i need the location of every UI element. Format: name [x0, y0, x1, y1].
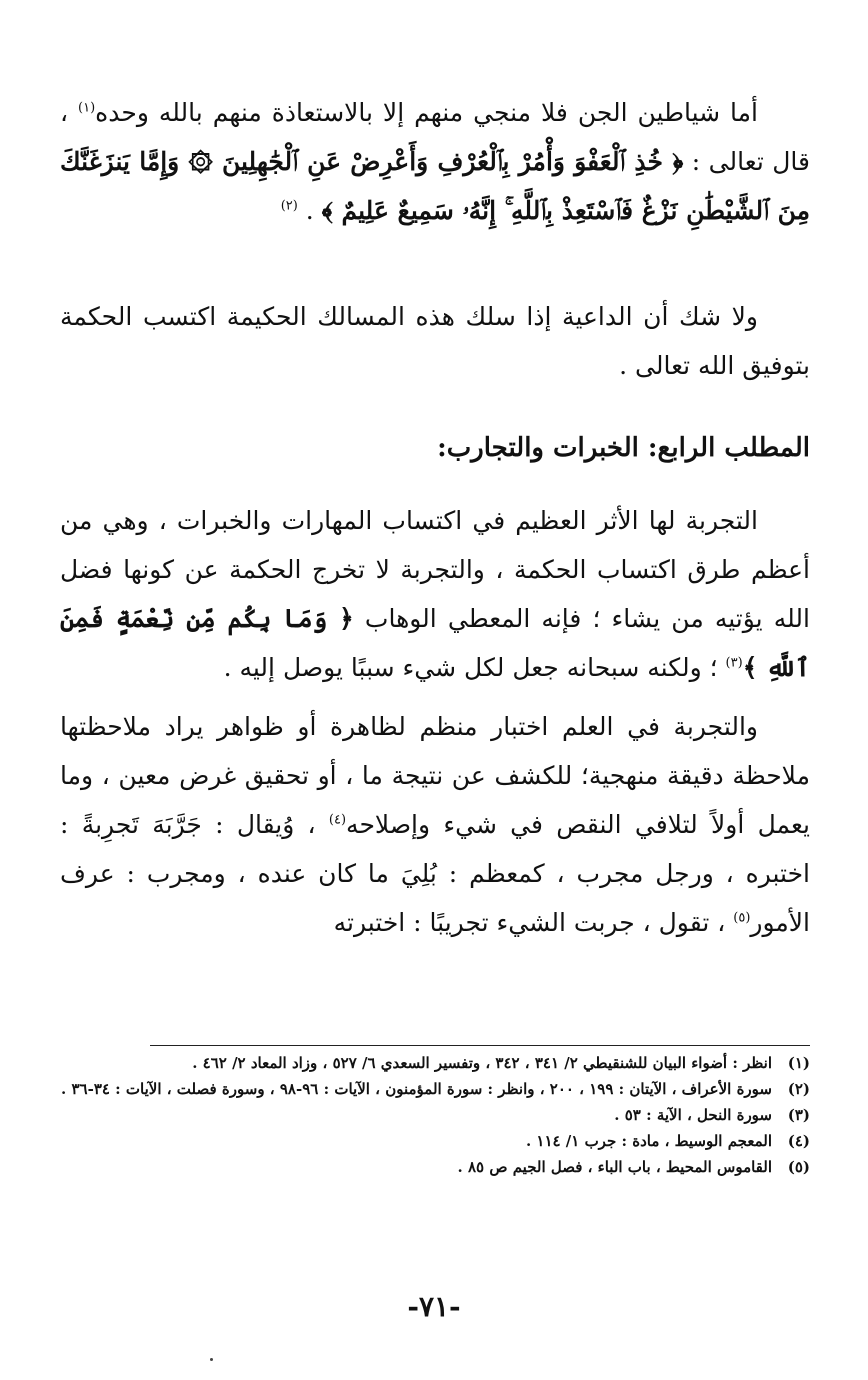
footnote-text: سورة النحل ، الآية : ٥٣ .	[614, 1106, 772, 1124]
footnote-number: (١)	[787, 1054, 810, 1072]
paragraph-definition	[60, 702, 810, 992]
footnote-text: انظر : أضواء البيان للشنقيطي ٢/ ٣٤١ ، ٣٤٢ ، وتفسير السعدي ٦/ ٥٢٧ ، وزاد المعاد ٢/ ٤٦٢ .	[192, 1054, 772, 1072]
page-body	[60, 88, 810, 1380]
footnote-1	[60, 1050, 810, 1076]
paragraph1-text-b: ، قال تعالى :	[60, 98, 810, 176]
footnote-divider	[150, 1045, 810, 1046]
footnote-4	[60, 1128, 810, 1154]
footnote-ref-1: (١)	[78, 100, 96, 116]
paragraph3-text-b: ؛ ولكنه سبحانه جعل لكل شيء سببًا يوصل إليه .	[223, 653, 726, 682]
footnote-3	[60, 1102, 810, 1128]
footnote-text: القاموس المحيط ، باب الباء ، فصل الجيم ص ٨٥ .	[457, 1158, 772, 1176]
quran-verse-nahl: ﴿ وَمَا بِكُم مِّن نِّعْمَةٍ فَمِنَ ٱللَّهِ ﴾	[60, 604, 810, 682]
footnotes	[60, 1050, 810, 1180]
footnote-ref-4: (٤)	[328, 812, 347, 828]
paragraph4-text-c: ، تقول ، جربت الشيء تجريبًا : اختبرته	[333, 908, 734, 937]
paragraph3-text-a: التجربة لها الأثر العظيم في اكتساب المهارات والخبرات ، وهي من أعظم طرق اكتساب الحكمة ، والتجربة لا تخرج الحكمة عن كونها فضل الله يؤتيه من يشاء ؛ فإنه المعطي الوهاب	[60, 506, 810, 633]
page-number: -٧١-	[407, 1290, 461, 1323]
footnote-5	[60, 1154, 810, 1180]
footnote-ref-2: (٢)	[280, 198, 298, 214]
paragraph4-text-a: والتجربة في العلم اختبار منظم لظاهرة أو ظواهر يراد ملاحظتها ملاحظة دقيقة منهجية؛ للكشف عن نتيجة ما ، أو تحقيق غرض معين ، وما يعمل أولاً لتلافي النقص في شيء وإصلاحه	[60, 712, 810, 839]
footnote-text: المعجم الوسيط ، مادة : جرب ١/ ١١٤ .	[525, 1132, 772, 1150]
section-heading: المطلب الرابع: الخبرات والتجارب:	[437, 433, 810, 463]
paragraph-hikma: ولا شك أن الداعية إذا سلك هذه المسالك الحكيمة اكتسب الحكمة بتوفيق الله تعالى .	[60, 302, 810, 380]
footnote-text: سورة الأعراف ، الآيتان : ١٩٩ ، ٢٠٠ ، وانظر : سورة المؤمنون ، الآيات : ٩٦-٩٨ ، وسورة فصلت ، الآيات : ٣٤-٣٦ .	[61, 1080, 772, 1098]
footnote-ref-5: (٥)	[733, 910, 751, 926]
paragraph1-text-a: أما شياطين الجن فلا منجي منهم إلا بالاستعاذة منهم بالله وحده	[95, 98, 759, 127]
footnote-number: (٤)	[787, 1132, 810, 1150]
footnote-number: (٥)	[787, 1158, 810, 1176]
paragraph-isti3adha	[60, 88, 810, 284]
paragraph-tajriba	[60, 496, 810, 684]
footnote-number: (٣)	[787, 1106, 810, 1124]
scan-speck	[210, 1358, 213, 1361]
footnote-ref-3: (٣)	[725, 655, 743, 671]
quran-verse-araf: ﴿ خُذِ ٱلْعَفْوَ وَأْمُرْ بِٱلْعُرْفِ وَأَعْرِضْ عَنِ ٱلْجَٰهِلِينَ ۞ وَإِمَّا يَنزَغَنَّكَ مِنَ ٱلشَّيْطَٰنِ نَزْغٌ فَٱسْتَعِذْ بِٱللَّهِ ۚ إِنَّهُۥ سَمِيعٌ عَلِيمٌ ﴾	[60, 147, 810, 225]
footnote-number: (٢)	[787, 1080, 810, 1098]
paragraph4-text-b: ، وُيقال : جَرَّبَهَ تَجرِبةً : اختبره ، ورجل مجرب ، كمعظم : بُلِيَ ما كان عنده ، ومجرب : عرف الأمور	[60, 810, 810, 937]
paragraph1-text-c: .	[297, 196, 322, 225]
footnote-2	[60, 1076, 810, 1102]
